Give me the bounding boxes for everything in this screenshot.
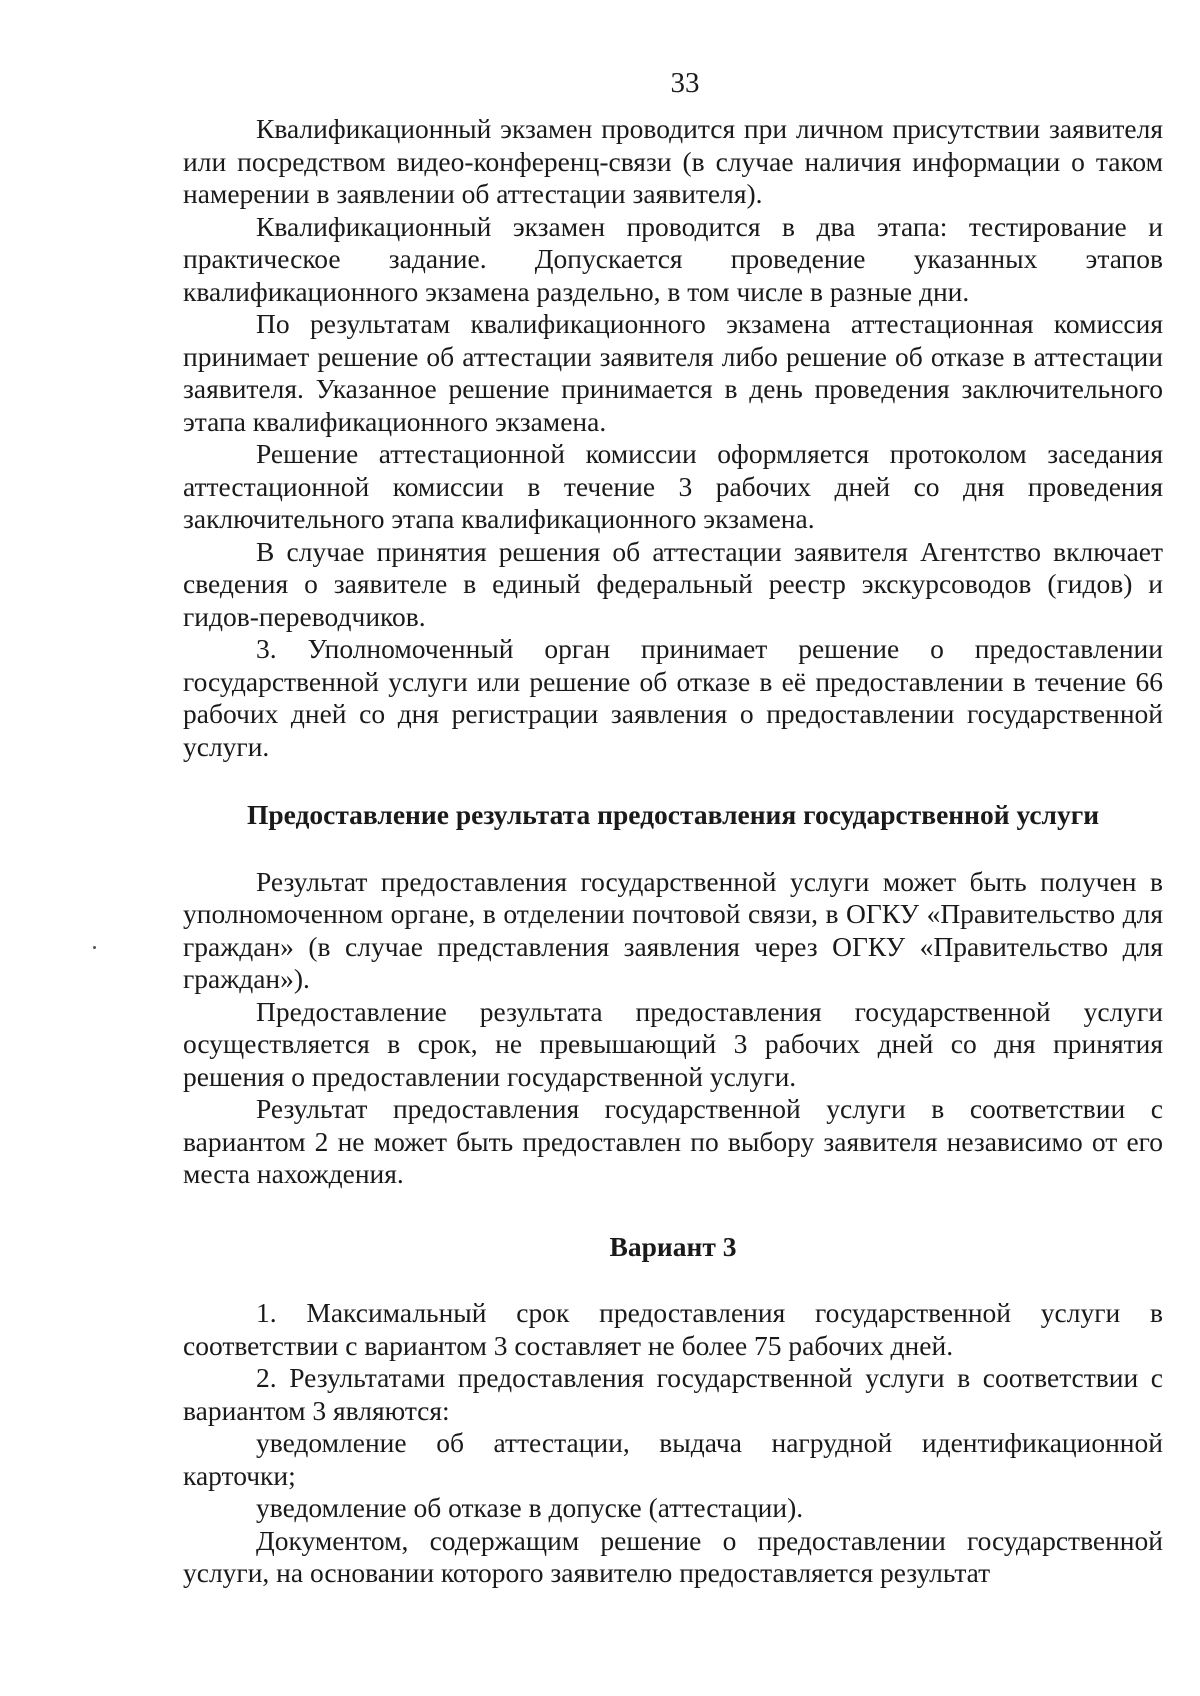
paragraph-variant-result-refusal: уведомление об отказе в допуске (аттестации).	[256, 1492, 804, 1523]
paragraph-registry-inclusion: В случае принятия решения об аттестации заявителя Агентство включает сведения о заявителе в единый федеральный реестр экскурсоводов (гидов) и гидов-переводчиков.	[183, 535, 1163, 632]
page-number: 33	[670, 67, 700, 99]
paragraph-variant-results: 2. Результатами предоставления государственной услуги в соответствии с вариантом 3 являются:	[183, 1362, 1163, 1426]
paragraph-exam-stages: Квалификационный экзамен проводится в два этапа: тестирование и практическое задание. Допускается проведение указанных этапов квалификационного экзамена раздельно, в том числе в разные дни.	[183, 210, 1163, 307]
paragraph-decision-term: 3. Уполномоченный орган принимает решение о предоставлении государственной услуги или решение об отказе в её предоставлении в течение 66 рабочих дней со дня регистрации заявления о предоставлении государственной услуги.	[183, 633, 1163, 762]
paragraph-variant-result-notice: уведомление об аттестации, выдача нагрудной идентификационной карточки;	[183, 1427, 1163, 1491]
paragraph-result-location: Результат предоставления государственной услуги может быть получен в уполномоченном органе, в отделении почтовой связи, в ОГКУ «Правительство для граждан» (в случае представления заявления через ОГКУ «Правительство для граждан»).	[183, 865, 1163, 994]
paragraph-commission-decision: Решение аттестационной комиссии оформляется протоколом заседания аттестационной комиссии в течение 3 рабочих дней со дня проведения заключительного этапа квалификационного экзамена.	[183, 438, 1163, 534]
paragraph-variant-document: Документом, содержащим решение о предоставлении государственной услуги, на основании которого заявителю предоставляется результат	[183, 1524, 1163, 1588]
paragraph-result-term: Предоставление результата предоставления государственной услуги осуществляется в срок, не превышающий 3 рабочих дней со дня принятия решения о предоставлении государственной услуги.	[183, 995, 1163, 1092]
section-heading-result: Предоставление результата предоставления государственной услуги	[246, 799, 1100, 830]
document-body	[183, 113, 1163, 1590]
paragraph-variant-max-term: 1. Максимальный срок предоставления государственной услуги в соответствии с вариантом 3 составляет не более 75 рабочих дней.	[183, 1297, 1163, 1361]
paragraph-exam-results: По результатам квалификационного экзамена аттестационная комиссия принимает решение об аттестации заявителя либо решение об отказе в аттестации заявителя. Указанное решение принимается в день проведения заключительного этапа квалификационного экзамена.	[183, 308, 1163, 437]
section-heading-variant-3: Вариант 3	[609, 1230, 737, 1262]
paragraph-result-variant-2: Результат предоставления государственной услуги в соответствии с вариантом 2 не может быть предоставлен по выбору заявителя независимо от его места нахождения.	[183, 1093, 1163, 1189]
paragraph-exam-presence: Квалификационный экзамен проводится при личном присутствии заявителя или посредством видео-конференц-связи (в случае наличия информации о таком намерении в заявлении об аттестации заявителя).	[183, 113, 1163, 209]
scan-artifact-dot	[93, 946, 96, 949]
